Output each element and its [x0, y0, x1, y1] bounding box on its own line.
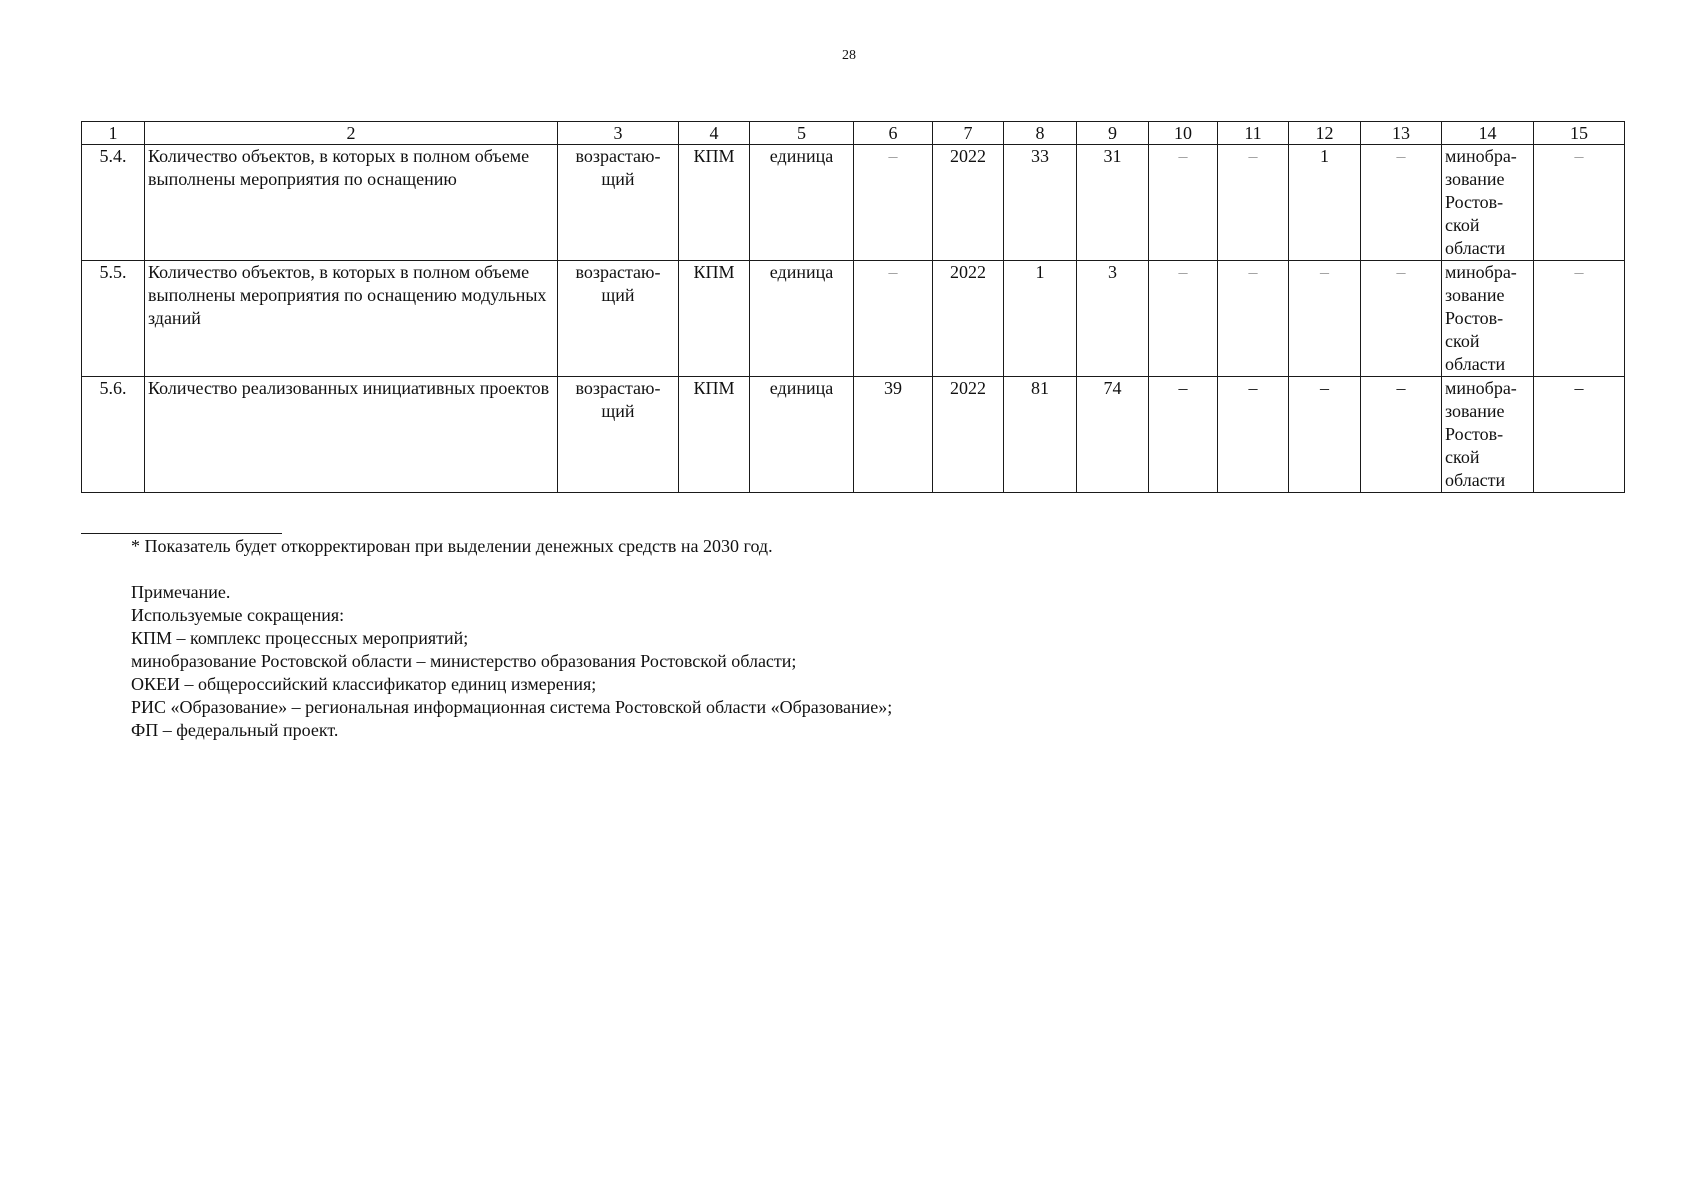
- cell-9: 3: [1077, 261, 1149, 377]
- cell-10: –: [1149, 145, 1218, 261]
- notes-spacer: [131, 558, 892, 581]
- cell-6: –: [854, 261, 933, 377]
- table-row: [82, 377, 1625, 493]
- cell-13: –: [1361, 377, 1442, 493]
- notes-block: [131, 535, 892, 742]
- cell-10: –: [1149, 261, 1218, 377]
- col-header-15: 15: [1534, 122, 1625, 145]
- indicators-table: [81, 121, 1625, 493]
- table-row: [82, 261, 1625, 377]
- cell-13: –: [1361, 261, 1442, 377]
- cell-6: –: [854, 145, 933, 261]
- indicator-unit: единица: [750, 377, 854, 493]
- cell-7: 2022: [933, 145, 1004, 261]
- indicator-name: Количество реализованных инициативных проектов: [145, 377, 558, 493]
- indicator-trend: возрастаю-щий: [558, 377, 679, 493]
- cell-11: –: [1218, 261, 1289, 377]
- cell-10: –: [1149, 377, 1218, 493]
- indicator-trend: возрастаю-щий: [558, 145, 679, 261]
- indicator-executor: минобра-зование Ростов-ской области: [1442, 377, 1534, 493]
- page-number: 28: [842, 48, 856, 63]
- table-row: [82, 145, 1625, 261]
- col-header-8: 8: [1004, 122, 1077, 145]
- cell-11: –: [1218, 377, 1289, 493]
- col-header-7: 7: [933, 122, 1004, 145]
- col-header-1: 1: [82, 122, 145, 145]
- col-header-11: 11: [1218, 122, 1289, 145]
- indicator-executor: минобра-зование Ростов-ской области: [1442, 261, 1534, 377]
- cell-7: 2022: [933, 377, 1004, 493]
- cell-12: –: [1289, 377, 1361, 493]
- abbreviation-item: минобразование Ростовской области – министерство образования Ростовской области;: [131, 651, 797, 671]
- cell-15: –: [1534, 377, 1625, 493]
- col-header-14: 14: [1442, 122, 1534, 145]
- cell-15: –: [1534, 261, 1625, 377]
- col-header-5: 5: [750, 122, 854, 145]
- col-header-4: 4: [679, 122, 750, 145]
- row-number: 5.6.: [82, 377, 145, 493]
- col-header-13: 13: [1361, 122, 1442, 145]
- abbreviation-item: ОКЕИ – общероссийский классификатор единиц измерения;: [131, 674, 597, 694]
- abbreviation-item: КПМ – комплекс процессных мероприятий;: [131, 628, 469, 648]
- abbreviation-item: РИС «Образование» – региональная информационная система Ростовской области «Образование»;: [131, 697, 893, 717]
- cell-11: –: [1218, 145, 1289, 261]
- table-header-row: [82, 122, 1625, 145]
- cell-8: 1: [1004, 261, 1077, 377]
- indicator-type: КПМ: [679, 377, 750, 493]
- cell-7: 2022: [933, 261, 1004, 377]
- cell-12: –: [1289, 261, 1361, 377]
- cell-6: 39: [854, 377, 933, 493]
- indicator-type: КПМ: [679, 145, 750, 261]
- col-header-12: 12: [1289, 122, 1361, 145]
- notes-title: Примечание.: [131, 582, 231, 602]
- indicator-executor: минобра-зование Ростов-ской области: [1442, 145, 1534, 261]
- abbreviation-item: ФП – федеральный проект.: [131, 720, 339, 740]
- row-number: 5.4.: [82, 145, 145, 261]
- col-header-10: 10: [1149, 122, 1218, 145]
- cell-8: 33: [1004, 145, 1077, 261]
- indicator-type: КПМ: [679, 261, 750, 377]
- col-header-9: 9: [1077, 122, 1149, 145]
- col-header-6: 6: [854, 122, 933, 145]
- cell-12: 1: [1289, 145, 1361, 261]
- cell-15: –: [1534, 145, 1625, 261]
- indicator-name: Количество объектов, в которых в полном объеме выполнены мероприятия по оснащению модульных зданий: [145, 261, 558, 377]
- footnote-divider: [81, 533, 282, 534]
- cell-9: 31: [1077, 145, 1149, 261]
- col-header-3: 3: [558, 122, 679, 145]
- indicator-unit: единица: [750, 145, 854, 261]
- indicator-unit: единица: [750, 261, 854, 377]
- row-number: 5.5.: [82, 261, 145, 377]
- abbreviations-intro: Используемые сокращения:: [131, 605, 345, 625]
- col-header-2: 2: [145, 122, 558, 145]
- cell-13: –: [1361, 145, 1442, 261]
- indicator-trend: возрастаю-щий: [558, 261, 679, 377]
- footnote: * Показатель будет откорректирован при выделении денежных средств на 2030 год.: [131, 536, 773, 556]
- indicator-name: Количество объектов, в которых в полном объеме выполнены мероприятия по оснащению: [145, 145, 558, 261]
- cell-9: 74: [1077, 377, 1149, 493]
- cell-8: 81: [1004, 377, 1077, 493]
